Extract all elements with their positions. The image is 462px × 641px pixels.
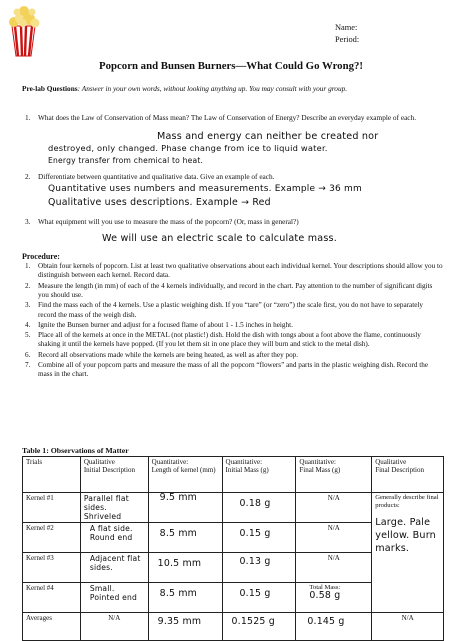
length-cell [148,493,222,523]
handwritten-value: 9.35 mm [157,616,202,627]
step-text: Record all observations made while the kernels are being heated, as well as after they pop. [38,350,299,359]
name-period-block [335,22,359,46]
table-header-row [23,457,444,493]
header-desc: Initial Mass (g) [225,466,269,475]
question-text: What equipment will you use to measure the mass of the popcorn? (Or, mass in general?) [38,217,299,226]
initial-mass-cell [222,523,296,553]
initial-mass-cell [222,613,296,641]
header-initial-desc [80,457,148,493]
handwritten-value: 8.5 mm [159,528,198,539]
page-title: Popcorn and Bunsen Burners—What Could Go Wrong?! [99,60,363,72]
step-text: Measure the length (in mm) of each of the 4 kernels individually, and record in the chart. Pay attention to the number of significant digits you should use. [38,281,433,300]
procedure-heading: Procedure: [22,252,60,261]
trial-cell: Averages [23,613,81,641]
header-name: Quantitative: [225,458,263,466]
final-desc-prompt: Generally describe final products: [375,494,439,509]
handwritten-value: 8.5 mm [159,588,198,599]
trial-cell: Kernel #4 [23,583,81,613]
length-cell [148,523,222,553]
prelab-label: Pre-lab Questions [22,84,78,93]
header-final-mass [296,457,372,493]
procedure-step [25,331,443,350]
handwritten-answer-line: Energy transfer from chemical to heat. [48,156,204,165]
initial-desc-cell [80,583,148,613]
header-name: Trials [26,458,43,466]
initial-mass-cell [222,493,296,523]
final-mass-cell: N/A [296,493,372,523]
header-desc: Final Description [375,466,424,475]
handwritten-answer-line: Qualitative uses descriptions. Example → Red [48,197,271,208]
final-mass-cell [296,583,372,613]
handwritten-value: 0.145 g [307,616,345,627]
procedure-step [25,262,443,281]
header-name: Qualitative [375,458,407,466]
final-mass-cell: N/A [296,523,372,553]
handwritten-value: 0.13 g [239,556,271,567]
initial-mass-cell [222,553,296,583]
total-mass-label: Total Mass: [309,584,341,591]
procedure-step [25,301,443,320]
header-desc: Length of kernel (mm) [151,466,216,475]
question-3 [25,217,438,227]
handwritten-value: 9.5 mm [159,492,198,503]
procedure-step [25,281,443,301]
handwritten-value: 0.15 g [239,588,271,599]
question-number: 1. [25,113,31,122]
handwritten-answer-line: Quantitative uses numbers and measurements. Example → 36 mm [48,184,362,194]
handwritten-value: 0.15 g [239,528,271,539]
step-number: 3. [25,301,31,310]
header-trials [23,457,81,493]
step-text: Place all of the kernels at once in the METAL (not plastic!) dish. Hold the dish with tongs about a foot above the flame, continuously shaking it until the kernels have popped. (If you let them sit in one place they will burn and stick to the metal dish). [38,331,421,349]
length-cell [148,613,222,641]
step-number: 7. [25,360,31,369]
handwritten-value: 0.18 g [239,498,271,509]
handwritten-answer-line: Mass and energy can neither be created nor [157,131,379,142]
handwritten-value: Parallel flat sides. Shriveled [83,494,129,521]
header-final-desc [372,457,444,493]
period-label: Period: [335,35,360,44]
question-number: 2. [25,172,31,181]
header-name: Quantitative: [299,458,336,466]
handwritten-value: 0.1525 g [231,616,275,627]
handwritten-value: 10.5 mm [157,558,202,569]
handwritten-answer-line: We will use an electric scale to calculate mass. [102,233,338,244]
final-desc-cell: N/A [372,613,444,641]
initial-desc-cell: N/A [80,613,148,641]
question-text: What does the Law of Conservation of Mass mean? The Law of Conservation of Energy? Describe an everyday example of each. [38,113,417,122]
step-text: Combine all of your popcorn parts and measure the mass of all the popcorn “flowers” and parts in the plastic weighing dish. Record the mass in the chart. [38,360,429,379]
header-initial-mass [222,457,296,493]
question-number: 3. [25,217,31,226]
header-length [148,457,222,493]
handwritten-value: Adjacent flat sides. [89,554,141,572]
step-number: 4. [25,320,31,329]
trial-cell: Kernel #1 [23,493,81,523]
step-number: 5. [25,331,31,340]
final-mass-cell [296,613,372,641]
step-text: Ignite the Bunsen burner and adjust for a focused flame of about 1 - 1.5 inches in height. [38,320,293,329]
header-desc: Final Mass (g) [299,466,341,475]
prelab-instructions [22,84,442,94]
initial-mass-cell [222,583,296,613]
header-name: Quantitative: [151,458,189,466]
length-cell [148,553,222,583]
step-number: 1. [25,262,31,270]
final-desc-cell [372,493,444,613]
trial-cell: Kernel #2 [23,523,81,553]
handwritten-value: A flat side. Round end [89,524,133,542]
handwritten-answer-line: destroyed, only changed. Phase change from ice to liquid water. [48,143,328,153]
initial-desc-cell [80,493,148,523]
popcorn-icon [4,2,44,58]
procedure-step [25,350,443,360]
step-number: 6. [25,350,31,359]
question-1 [25,113,438,123]
handwritten-value: Large. Pale yellow. Burn marks. [375,517,436,554]
step-text: Obtain four kernels of popcorn. List at least two qualitative observations about each individual kernel. Your descriptions should allow you to distinguish between each kernel. Record data. [38,262,443,280]
trial-cell: Kernel #3 [23,553,81,583]
observations-table [22,456,444,641]
table-row-averages [23,613,444,641]
final-mass-cell: N/A [296,553,372,583]
question-text: Differentiate between quantitative and qualitative data. Give an example of each. [38,172,275,181]
initial-desc-cell [80,523,148,553]
table-row [23,493,444,523]
header-name: Qualitative [83,458,115,466]
procedure-step [25,360,443,380]
procedure-steps [25,262,443,380]
step-text: Find the mass each of the 4 kernels. Use a plastic weighing dish. If you “tare” (or “zero”) the scale first, you do not have to separately record the mass of the weigh dish. [38,301,423,319]
handwritten-value: 0.58 g [309,590,341,602]
question-2 [25,172,438,182]
step-number: 2. [25,281,31,290]
table-title: Table 1: Observations of Matter [22,446,129,455]
length-cell [148,583,222,613]
handwritten-value: Small. Pointed end [89,584,138,602]
name-label: Name: [335,23,358,32]
prelab-instructions-text: : Answer in your own words, without looking anything up. You may consult with your group. [77,84,348,93]
initial-desc-cell [80,553,148,583]
header-desc: Initial Description [83,466,135,475]
procedure-step [25,320,443,330]
